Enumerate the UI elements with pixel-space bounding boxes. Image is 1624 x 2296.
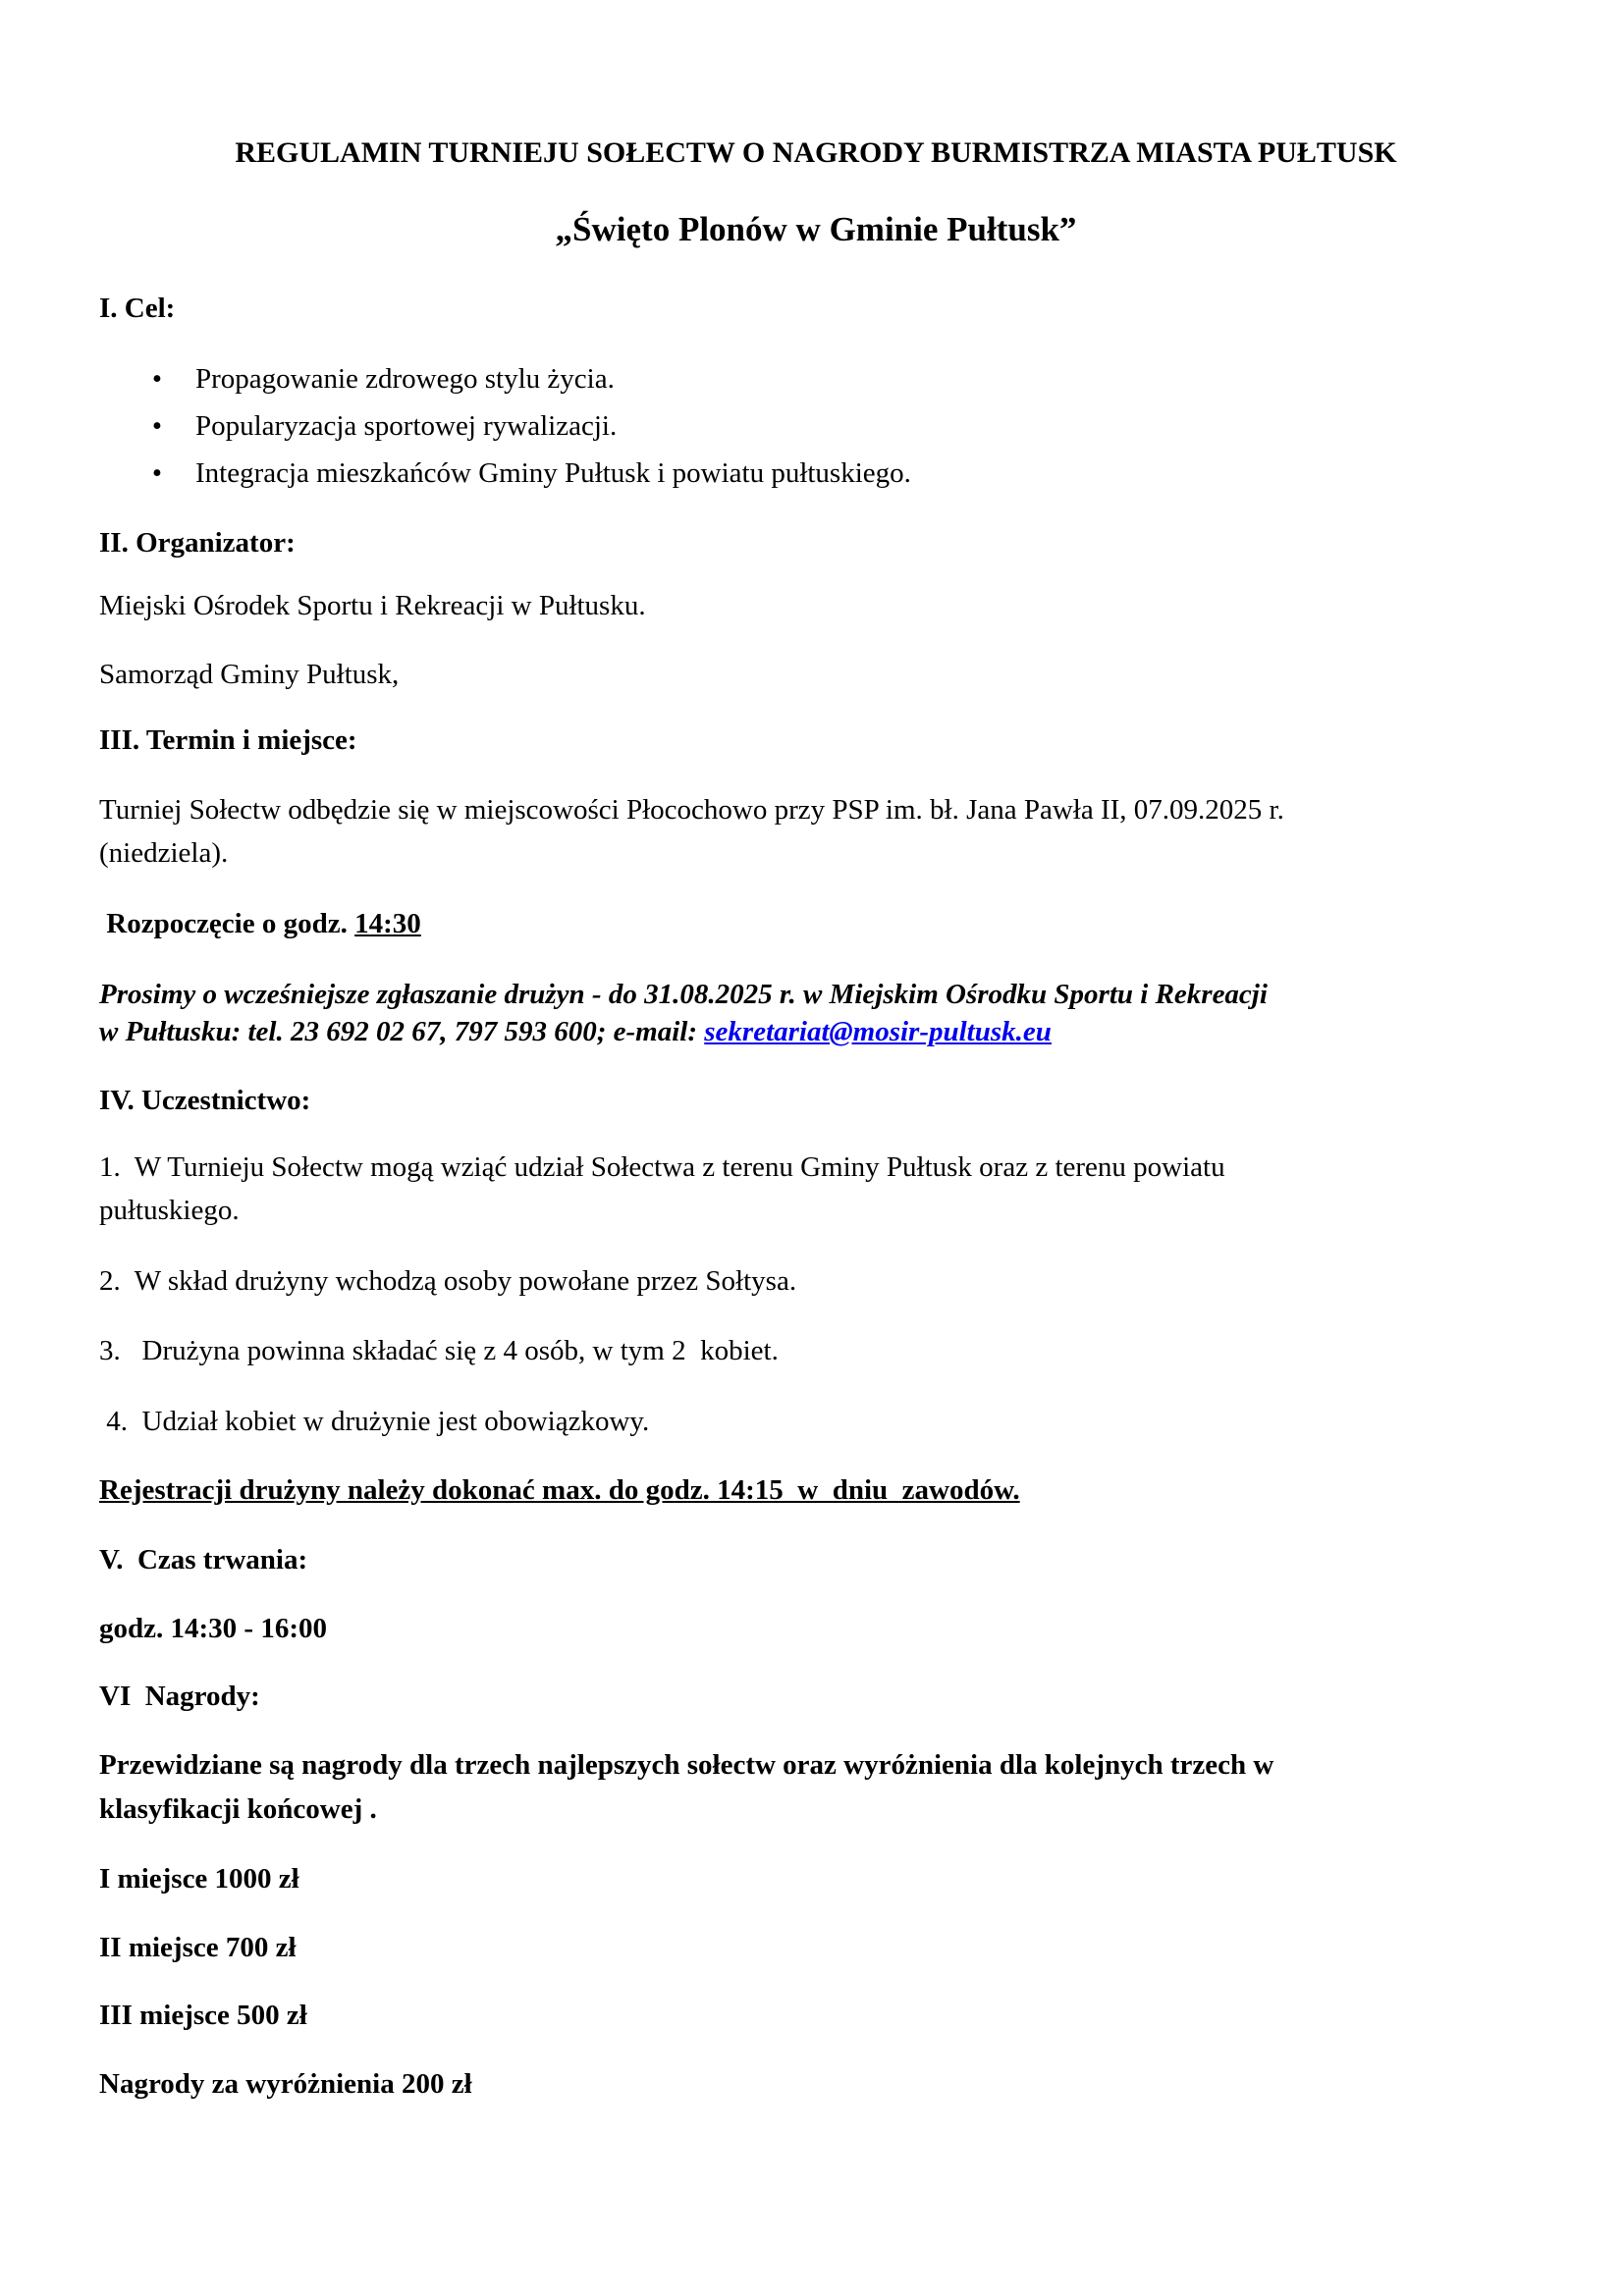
duration-time: godz. 14:30 - 16:00 xyxy=(99,1613,327,1644)
participation-item: 3. Drużyna powinna składać się z 4 osób, w tym 2 kobiet. xyxy=(99,1335,779,1366)
email-link[interactable]: sekretariat@mosir-pultusk.eu xyxy=(704,1016,1052,1047)
venue-line: (niedziela). xyxy=(99,837,229,869)
section-6-heading: VI Nagrody: xyxy=(99,1681,260,1712)
prizes-intro-line: Przewidziane są nagrody dla trzech najlepszych sołectw oraz wyróżnienia dla kolejnych trzech w xyxy=(99,1749,1274,1781)
list-item xyxy=(99,453,1277,496)
list-item xyxy=(99,358,1277,401)
prize-item: I miejsce 1000 zł xyxy=(99,1863,299,1895)
document-subtitle: „Święto Plonów w Gminie Pułtusk” xyxy=(555,210,1077,248)
participation-item: 1. W Turnieju Sołectw mogą wziąć udział Sołectwa z terenu Gminy Pułtusk oraz z terenu powiatu xyxy=(99,1151,1225,1183)
prize-item: Nagrody za wyróżnienia 200 zł xyxy=(99,2068,472,2100)
registration-notice-line xyxy=(99,1011,1052,1054)
start-time-label: Rozpoczęcie o godz. xyxy=(99,908,355,939)
participation-item: 2. W skład drużyny wchodzą osoby powołane przez Sołtysa. xyxy=(99,1265,797,1297)
prize-item: III miejsce 500 zł xyxy=(99,2000,307,2031)
section-3-heading: III. Termin i miejsce: xyxy=(99,724,357,756)
list-item-text: Popularyzacja sportowej rywalizacji. xyxy=(195,410,618,442)
bullet-icon: • xyxy=(151,457,163,489)
list-item-text: Propagowanie zdrowego stylu życia. xyxy=(195,363,615,395)
venue-line: Turniej Sołectw odbędzie się w miejscowości Płocochowo przy PSP im. bł. Jana Pawła II, 07.09.2025 r. xyxy=(99,794,1284,826)
contact-info: w Pułtusku: tel. 23 692 02 67, 797 593 600; e-mail: xyxy=(99,1016,705,1047)
prize-item: II miejsce 700 zł xyxy=(99,1932,297,1963)
bullet-icon: • xyxy=(151,410,163,442)
list-item-text: Integracja mieszkańców Gminy Pułtusk i powiatu pułtuskiego. xyxy=(195,457,911,489)
participation-item: 4. Udział kobiet w drużynie jest obowiązkowy. xyxy=(99,1406,650,1437)
registration-notice-line: Prosimy o wcześniejsze zgłaszanie drużyn - do 31.08.2025 r. w Miejskim Ośrodku Sportu i Rekreacji xyxy=(99,979,1268,1010)
participation-item-continuation: pułtuskiego. xyxy=(99,1195,240,1226)
section-4-heading: IV. Uczestnictwo: xyxy=(99,1085,311,1116)
organizer-line: Miejski Ośrodek Sportu i Rekreacji w Pułtusku. xyxy=(99,590,646,621)
organizer-line: Samorząd Gminy Pułtusk, xyxy=(99,659,400,690)
list-item xyxy=(99,405,1277,449)
section-1-heading: I. Cel: xyxy=(99,293,176,324)
prizes-intro-line: klasyfikacji końcowej . xyxy=(99,1793,377,1825)
start-time-value: 14:30 xyxy=(354,908,421,939)
start-time-line xyxy=(99,903,421,946)
section-5-heading: V. Czas trwania: xyxy=(99,1544,308,1575)
document-title: REGULAMIN TURNIEJU SOŁECTW O NAGRODY BURMISTRZA MIASTA PUŁTUSK xyxy=(235,136,1397,169)
registration-deadline: Rejestracji drużyny należy dokonać max. do godz. 14:15 w dniu zawodów. xyxy=(99,1474,1020,1506)
section-2-heading: II. Organizator: xyxy=(99,527,296,559)
bullet-icon: • xyxy=(151,363,163,395)
